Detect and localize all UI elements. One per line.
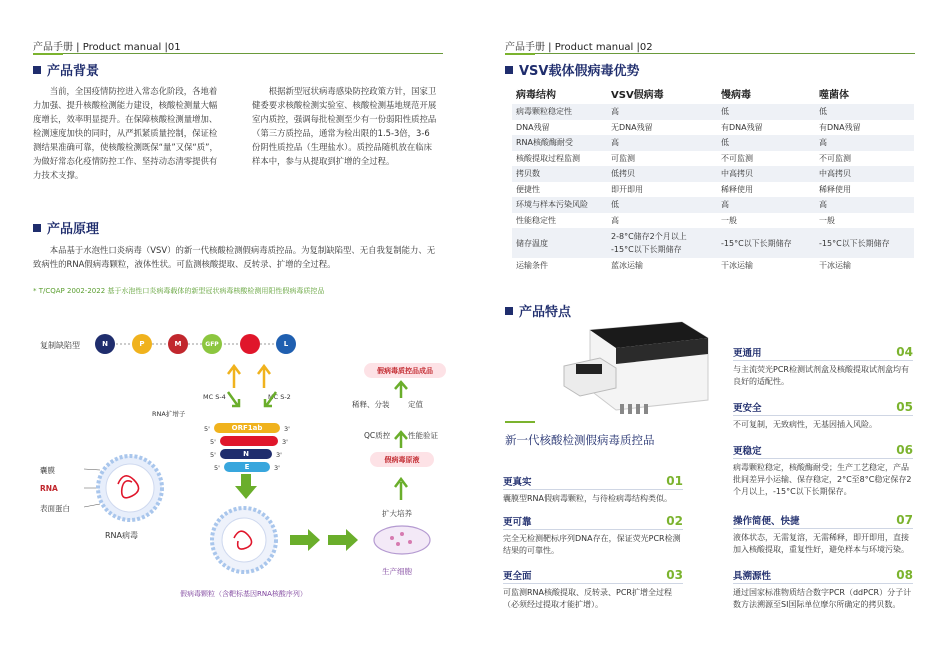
table-cell: -15°C以下长期储存 [815,228,914,258]
product-name: 新一代核酸检测假病毒质控品 [505,433,655,447]
background-heading: 产品背景 [33,60,99,79]
gene-m: M [168,334,188,354]
feature-item [503,474,683,505]
product-pill: 假病毒质控品成品 [364,363,446,378]
table-cell: 高 [607,104,717,120]
table-cell: 高 [717,197,815,213]
feature-title: 更真实 [503,477,532,488]
standard-note: * T/CQAP 2002-2022 基于水泡性口炎病毒载体的新型冠状病毒核酸检测用阳性假病毒质控品 [33,287,325,295]
bar-3prime: 3' [282,438,288,446]
table-cell: 2-8°C储存2个月以上 -15°C以下长期储存 [607,228,717,258]
table-cell: 有DNA残留 [721,122,763,132]
table-cell: 一般 [819,215,835,225]
dilute-label: 稀释、分装 [352,400,390,409]
table-cell: 即开即用 [611,184,643,194]
table-cell: 高 [815,197,914,213]
table-cell: 病毒颗粒稳定性 [512,104,607,120]
table-cell: 不可监测 [819,153,851,163]
header-accent [33,53,63,55]
table-cell: 一般 [721,215,737,225]
table-cell: 环境与样本污染风险 [512,197,607,213]
feature-number: 04 [896,345,913,359]
feature-number: 02 [666,514,683,528]
feature-title: 更安全 [733,403,762,414]
table-cell: 低 [717,104,815,120]
table-cell: DNA残留 [516,122,550,132]
table-header: 噬菌体 [819,89,849,101]
feature-desc: 病毒颗粒稳定，核酸酶耐受；生产工艺稳定，产品批间差异小运输、保存稳定，2°C至8°C稳定保存2个月以上，-15°C以下长期保存。 [733,463,912,496]
table-cell: 储存温度 [512,228,607,258]
cell-label: 生产细胞 [382,567,412,576]
table-cell: 低 [717,135,815,151]
table-header: VSV假病毒 [611,89,664,101]
table-cell: 稀释使用 [819,184,851,194]
rna-label: RNA [40,484,58,493]
principle-heading: 产品原理 [33,218,99,237]
rna-virus-illustration [84,448,170,528]
square-bullet-icon [33,224,41,232]
table-header: 慢病毒 [721,89,751,101]
petri-dish-icon [372,522,432,558]
table-header-row [512,82,914,104]
down-arrow-icon [234,474,258,500]
table-cell: 高 [611,215,619,225]
principle-text: 本品基于水泡性口炎病毒（VSV）的新一代核酸检测假病毒质控品。为复制缺陷型、无自我复制能力、无致病性的RNA假病毒颗粒，液体性状。可监测核酸提取、反转录、扩增的全过程。 [33,245,436,269]
bar-n: N [220,449,272,459]
header-rule [505,53,915,54]
feature-number: 05 [896,400,913,414]
table-cell: 低 [815,104,914,120]
feature-title: 操作简便、快捷 [733,516,800,527]
feature-desc: 可监测RNA核酸提取、反转录、PCR扩增全过程（必须经过提取才能扩增）。 [503,588,672,609]
up-arrows-icon [220,362,280,390]
table-cell: 中高拷贝 [717,166,815,182]
bar-orf1ab: ORF1ab [214,423,280,433]
feature-desc: 通过国家标准物质结合数字PCR（ddPCR）分子计数方法溯源至SI国际单位摩尔所确定的拷贝数。 [733,588,912,609]
table-cell: -15°C以下长期储存 [717,228,815,258]
table-cell: 性能稳定性 [516,215,556,225]
table-cell: 有DNA残留 [819,122,861,132]
down-arrows-icon [222,390,282,412]
feature-desc: 囊膜型RNA假病毒颗粒，与待检病毒结构类似。 [503,494,673,503]
header-accent [505,53,535,55]
feature-number: 03 [666,568,683,582]
feature-desc: 完全无检测靶标序列DNA存在，保证荧光PCR检测结果的可靠性。 [503,534,681,555]
feature-number: 08 [896,568,913,582]
feature-desc: 液体状态，无需复溶，无需稀释，即开即用，直接加入核酸提取，重复性好，避免样本与环境污染。 [733,533,909,554]
gene-n: N [95,334,115,354]
feature-title: 更通用 [733,348,762,359]
bar-3prime: 3' [276,451,282,459]
table-cell: 干冰运输 [721,261,753,271]
feature-desc: 与主流荧光PCR检测试剂盒及核酸提取试剂盒均有良好的适配性。 [733,365,909,386]
background-text-col2: 根据新型冠状病毒感染防控政策方针，国家卫健委要求核酸检测实验室、核酸检测基地规范开展室内质控，强调每批检测至少有一份弱阳性质控品（第三方质控品，通常为检出限的1.5-3倍，3-6份阴性质控品（生理盐水）。质控品随机放在临床样本中，参与从提取到扩增的全过程。 [252,86,437,166]
table-cell: 无DNA残留 [611,122,653,132]
table-cell: 中高拷贝 [815,166,914,182]
table-cell: 低 [607,197,717,213]
background-text-col1: 当前，全国疫情防控进入常态化阶段，各地着力加强、提升核酸检测能力建设，核酸检测量大幅度增长，效率明显提升。在保障核酸检测量增加、检测速度加快的同时，从严抓紧质量控制，保证检测结果准确可靠，使核酸检测既保“量”又保“质”，为做好常态化疫情防控工作、坚持动态清零提供有力技术支撑。 [33,86,218,180]
feature-desc: 不可复制，无致病性，无基因插入风险。 [733,420,877,429]
flow-up-arrow-icon [392,476,410,502]
feature-item [733,400,913,431]
bar-5prime: 5' [204,425,210,433]
table-row [512,197,914,213]
feature-number: 07 [896,513,913,527]
feature-item [503,568,683,611]
mcs2-label: MC S-2 [268,393,291,401]
feature-item [733,443,913,498]
table-cell: 核酸提取过程监测 [516,153,580,163]
table-row [512,258,914,274]
feature-number: 01 [666,474,683,488]
table-row [512,120,914,136]
left-page-header: 产品手册 | Product manual |01 [33,42,181,53]
product-name-accent [505,421,535,423]
right-page-header: 产品手册 | Product manual |02 [505,42,653,53]
mcs4-label: MC S-4 [203,393,226,401]
bar-target [220,436,278,446]
table-row [512,135,914,151]
bar-5prime: 5' [210,438,216,446]
table-cell: 高 [607,135,717,151]
gene-gfp: GFP [202,334,222,354]
table-row [512,104,914,120]
bar-e: E [224,462,270,472]
bar-5prime: 5' [214,464,220,472]
table-cell: 运输条件 [516,261,548,271]
table-cell: 高 [815,135,914,151]
feature-title: 具溯源性 [733,571,772,582]
pseudo-virus-illustration [206,502,282,578]
feature-item [733,345,913,388]
performance-label: 性能验证 [408,431,438,440]
right-arrows-icon [288,528,362,552]
table-cell: 可监测 [611,153,635,163]
gene-p: P [132,334,152,354]
gene-l: L [276,334,296,354]
pseudo-virus-caption: 假病毒颗粒（含靶标基因RNA核酸序列） [180,590,307,598]
gene-insert [240,334,260,354]
table-cell: 低拷贝 [607,166,717,182]
feature-title: 更稳定 [733,446,762,457]
table-cell: 蓝冰运输 [611,261,643,271]
feature-title: 更可靠 [503,517,532,528]
pcr-instrument-illustration [560,318,710,414]
table-cell: RNA核酸酶耐受 [512,135,607,151]
square-bullet-icon [505,66,513,74]
bar-3prime: 3' [274,464,280,472]
table-cell: 不可监测 [721,153,753,163]
qc-label: QC质控 [364,431,391,440]
stock-pill: 假病毒原液 [370,452,434,467]
feature-heading: 产品特点 [505,301,571,320]
bar-3prime: 3' [284,425,290,433]
replication-label: 复制缺陷型 [40,341,80,350]
table-cell: 拷贝数 [512,166,607,182]
surface-protein-label: 表面蛋白 [40,504,70,513]
advantage-heading: VSV载体假病毒优势 [505,60,640,79]
rna-virus-caption: RNA病毒 [105,531,139,540]
table-cell: 干冰运输 [819,261,851,271]
table-row [512,182,914,198]
table-row [512,151,914,167]
table-row [512,166,914,182]
bar-5prime: 5' [210,451,216,459]
table-header: 病毒结构 [516,89,556,101]
table-cell: 稀释使用 [721,184,753,194]
membrane-label: 囊膜 [40,466,55,475]
header-rule [33,53,443,54]
value-label: 定值 [408,400,423,409]
gene-chain [90,332,300,356]
feature-number: 06 [896,443,913,457]
comparison-table [512,82,914,274]
feature-item [733,513,913,556]
rna-primer-label: RNA扩增子 [152,410,186,418]
culture-label: 扩大培养 [382,509,412,518]
table-cell: 便捷性 [516,184,540,194]
feature-item [733,568,913,611]
square-bullet-icon [33,66,41,74]
square-bullet-icon [505,307,513,315]
feature-title: 更全面 [503,571,532,582]
table-row [512,228,914,258]
feature-item [503,514,683,557]
table-row [512,213,914,229]
